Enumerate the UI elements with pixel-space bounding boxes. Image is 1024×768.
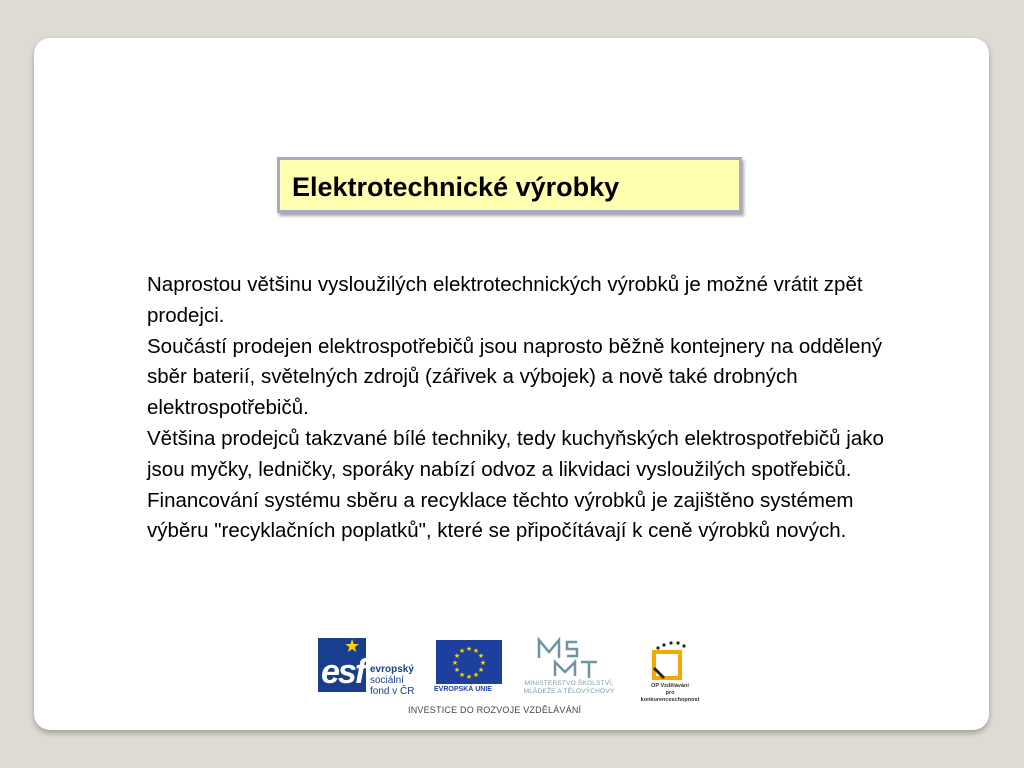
svg-text:★: ★ bbox=[472, 671, 480, 679]
op-label bbox=[638, 683, 702, 704]
op-label-line2: pro konkurenceschopnost bbox=[640, 690, 700, 703]
svg-text:★: ★ bbox=[465, 673, 473, 681]
esf-logo-text: esf bbox=[321, 653, 365, 691]
msmt-logo-icon bbox=[533, 636, 603, 680]
svg-text:★: ★ bbox=[458, 671, 466, 679]
slide-title: Elektrotechnické výrobky bbox=[292, 172, 620, 202]
esf-logo-icon bbox=[318, 638, 366, 692]
eu-label: EVROPSKÁ UNIE bbox=[434, 686, 492, 693]
esf-label bbox=[370, 664, 414, 697]
esf-label-line1: evropský bbox=[370, 664, 414, 675]
eu-stars-icon bbox=[436, 640, 502, 684]
esf-star-icon: ★ bbox=[344, 636, 361, 656]
svg-text:★: ★ bbox=[458, 647, 466, 655]
footer-logos bbox=[318, 636, 718, 718]
body-text bbox=[147, 270, 887, 547]
svg-text:★: ★ bbox=[451, 659, 459, 667]
op-logo-icon bbox=[646, 640, 690, 682]
op-label-line1: OP Vzdělávání bbox=[651, 683, 689, 689]
eu-flag-icon bbox=[436, 640, 502, 684]
msmt-label-line2: MLÁDEŽE A TĚLOVÝCHOVY bbox=[523, 688, 615, 695]
paragraph-1: Naprostou většinu vysloužilých elektrotechnických výrobků je možné vrátit zpět prodejci. bbox=[147, 273, 863, 327]
title-box bbox=[277, 157, 742, 213]
msmt-label bbox=[514, 680, 624, 696]
svg-text:★: ★ bbox=[472, 647, 480, 655]
slide bbox=[34, 38, 989, 730]
svg-text:★: ★ bbox=[479, 659, 487, 667]
svg-text:★: ★ bbox=[465, 645, 473, 653]
paragraph-4: Financování systému sběru a recyklace těchto výrobků je zajištěno systémem výběru "recyklačních poplatků", které se připočítávají k ceně výrobků nových. bbox=[147, 488, 854, 543]
esf-label-line2: sociální bbox=[370, 675, 404, 686]
investice-label: INVESTICE DO ROZVOJE VZDĚLÁVÁNÍ bbox=[408, 705, 582, 715]
svg-text:★: ★ bbox=[477, 652, 485, 660]
svg-text:★: ★ bbox=[477, 666, 485, 674]
msmt-label-line1: MINISTERSTVO ŠKOLSTVÍ, bbox=[524, 680, 614, 687]
svg-text:★: ★ bbox=[453, 652, 461, 660]
paragraph-3: Většina prodejců takzvané bílé techniky, tedy kuchyňských elektrospotřebičů jako jsou myčky, ledničky, sporáky nabízí odvoz a likvidaci vysloužilých spotřebičů. bbox=[147, 426, 884, 481]
svg-text:★: ★ bbox=[453, 666, 461, 674]
paragraph-2: Součástí prodejen elektrospotřebičů jsou naprosto běžně kontejnery na oddělený sběr baterií, světelných zdrojů (zářivek a výbojek) a nově také drobných elektrospotřebičů. bbox=[147, 334, 883, 420]
esf-label-line3: fond v ČR bbox=[370, 686, 415, 697]
